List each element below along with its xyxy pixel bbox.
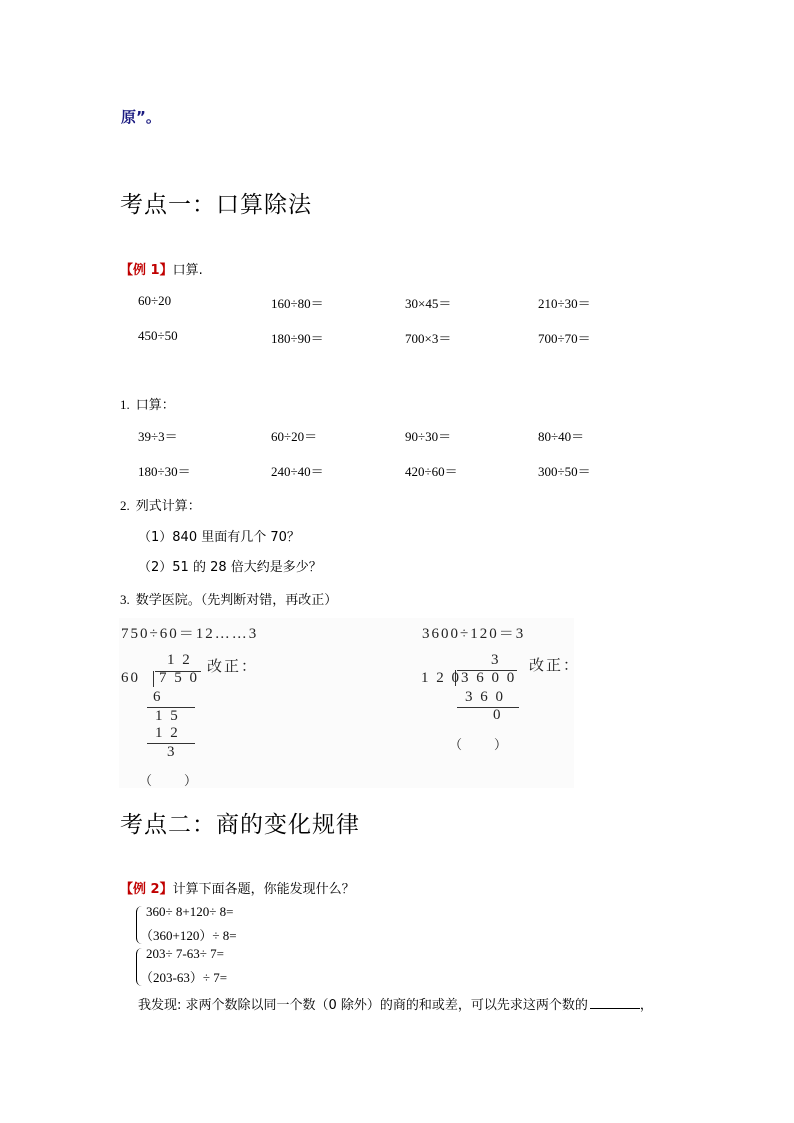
- example-1: [120, 259, 203, 278]
- sub-question: （1）840 里面有几个 70？: [138, 530, 300, 545]
- right-equation: 3600÷120＝3: [422, 626, 526, 642]
- left-step: 6: [153, 689, 163, 705]
- text-fragment: 原”。: [121, 108, 161, 126]
- exercise-cell: 180÷90＝: [271, 331, 324, 346]
- question-number: 1.: [120, 397, 130, 412]
- question-label: 数学医院。（先判断对错，再改正）: [135, 593, 338, 608]
- exercise-cell: 450÷50: [138, 328, 178, 343]
- left-divisor: 60: [121, 670, 140, 686]
- section-heading-1: 考点一：口算除法: [120, 192, 312, 218]
- discovery-end: ，: [639, 998, 653, 1013]
- calc-line: 203÷ 7-63÷ 7=: [146, 946, 224, 961]
- question-number: 2.: [120, 498, 130, 513]
- calc-line: （360+120）÷ 8=: [140, 928, 237, 943]
- exercise-cell: 300÷50＝: [538, 464, 591, 479]
- discovery-text: 我发现: 求两个数除以同一个数（0 除外）的商的和或差，可以先求这两个数的: [138, 998, 588, 1013]
- exercise-cell: 30×45＝: [405, 296, 452, 311]
- left-dividend: 7 5 0: [159, 670, 199, 686]
- right-dividend: 3 6 0 0: [461, 670, 517, 686]
- exercise-cell: 700÷70＝: [538, 331, 591, 346]
- left-remainder: 3: [167, 744, 177, 760]
- example-label: 计算下面各题，你能发现什么？: [172, 882, 355, 897]
- exercise-cell: 700×3＝: [405, 331, 452, 346]
- calc-line: 360÷ 8+120÷ 8=: [146, 904, 234, 919]
- exercise-cell: 240÷40＝: [271, 464, 324, 479]
- section-heading-2: 考点二：商的变化规律: [120, 812, 360, 838]
- right-divisor: 1 2 0: [421, 670, 461, 686]
- calc-line: （203-63）÷ 7=: [140, 970, 228, 985]
- long-division-figure: [119, 618, 581, 788]
- answer-blank[interactable]: [590, 1008, 640, 1009]
- question-1: [120, 394, 175, 413]
- question-number: 3.: [120, 592, 130, 607]
- left-answer-paren: （ ）: [139, 773, 200, 788]
- question-label: 列式计算：: [135, 499, 201, 514]
- left-equation: 750÷60＝12……3: [121, 626, 259, 642]
- exercise-cell: 39÷3＝: [138, 429, 178, 444]
- example-2: [120, 878, 355, 897]
- left-correct-label: 改正：: [207, 659, 259, 675]
- right-quotient: 3: [491, 652, 501, 668]
- right-subtract-line: [457, 707, 519, 708]
- question-3: [120, 589, 337, 608]
- exercise-cell: 90÷30＝: [405, 429, 452, 444]
- sub-question: （2）51 的 28 倍大约是多少？: [138, 560, 322, 575]
- question-2: [120, 495, 201, 514]
- example-tag: 【例 1】: [120, 263, 173, 278]
- example-label: 口算.: [172, 263, 203, 278]
- exercise-cell: 210÷30＝: [538, 296, 591, 311]
- exercise-cell: 420÷60＝: [405, 464, 458, 479]
- left-division-bracket: [153, 671, 154, 687]
- right-step: 3 6 0: [465, 689, 505, 705]
- exercise-cell: 180÷30＝: [138, 464, 191, 479]
- exercise-cell: 60÷20: [138, 293, 172, 308]
- exercise-cell: 160÷80＝: [271, 296, 324, 311]
- exercise-cell: 60÷20＝: [271, 429, 318, 444]
- right-correct-label: 改正：: [529, 658, 581, 674]
- left-quotient: 1 2: [167, 652, 192, 668]
- left-step: 1 2: [155, 725, 180, 741]
- exercise-cell: 80÷40＝: [538, 429, 585, 444]
- question-label: 口算：: [135, 398, 175, 413]
- right-remainder: 0: [493, 707, 503, 723]
- left-step: 1 5: [155, 708, 180, 724]
- example-tag: 【例 2】: [120, 882, 173, 897]
- discovery-sentence: [138, 994, 653, 1013]
- right-answer-paren: （ ）: [449, 737, 510, 752]
